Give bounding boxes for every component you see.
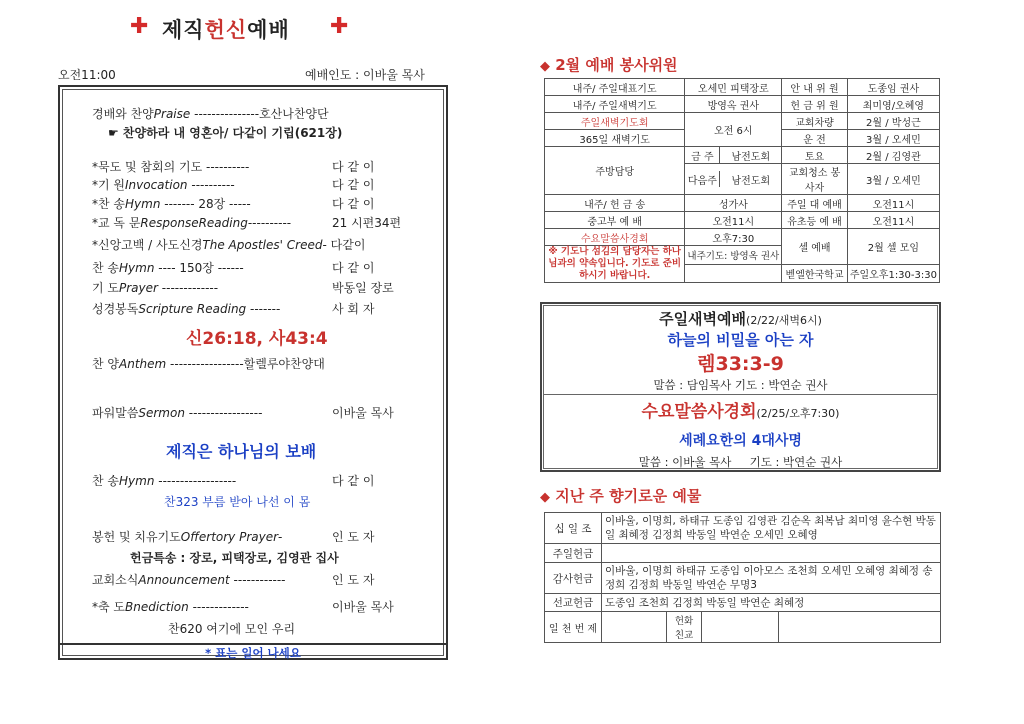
offerings-table (544, 512, 941, 643)
table-cell: 2월 / 김영관 (847, 147, 939, 164)
special-song: 헌금특송 : 장로, 피택장로, 김영관 집사 (130, 551, 339, 565)
table-cell: 안 내 위 원 (782, 79, 848, 96)
text-span: ------- 28장 ----- (164, 197, 251, 211)
table-cell (685, 264, 782, 283)
table-cell: 오전11시 (847, 212, 939, 229)
text-span: *신앙고백 / 사도신경 (92, 238, 203, 252)
wed-sermon: 세례요한의 4대사명 (679, 433, 802, 449)
text-span: 교회소식 (92, 573, 139, 587)
praise-song: ☛ 찬양하라 내 영혼아/ 다같이 기립(621장) (108, 126, 343, 140)
order-item-benediction-right: 이바울 목사 (332, 600, 394, 614)
table-cell: 수요말씀사경회 (545, 229, 685, 246)
order-item-scripture (92, 300, 280, 317)
order-item-responsive (92, 214, 291, 231)
text-span: ------------- (192, 600, 249, 614)
text-span: Announcement (138, 573, 230, 587)
table-cell: 금 주 (685, 147, 720, 163)
table-cell: 도종임 조천희 김정희 박동일 박연순 최혜정 (602, 594, 941, 612)
table-cell: 교회청소 봉사자 (782, 164, 848, 195)
order-item-prayer2 (92, 279, 218, 296)
table-cell (685, 164, 782, 195)
order-item-sermon-right: 이바울 목사 (332, 406, 394, 420)
table-cell: 오전 6시 (685, 113, 782, 147)
text-span: 찬 송 (92, 474, 119, 488)
text-span: 수요말씀사경회 (641, 402, 757, 422)
table-cell: 주일헌금 (545, 544, 602, 563)
table-cell: 3월 / 오세민 (847, 130, 939, 147)
table-cell: 내주기도: 방영옥 권사 (685, 246, 782, 265)
table-cell: 2월 셀 모임 (847, 229, 939, 265)
table-cell: 토요 (782, 147, 848, 164)
table-cell: 벧엘한국학교 (782, 264, 848, 283)
order-item-hymn1-right: 다 같 이 (332, 197, 375, 211)
table-cell: 주일오후1:30-3:30 (847, 264, 939, 283)
order-item-praise (92, 105, 329, 122)
text-span: 지난 주 향기로운 예물 (555, 487, 702, 505)
text-span: *묵도 및 참회의 기도 (92, 160, 203, 174)
table-cell (602, 544, 941, 563)
text-span: Anthem (119, 357, 167, 371)
order-item-responsive-right: 21 시편34편 (332, 216, 402, 230)
text-span: 성경봉독 (92, 302, 139, 316)
text-span: (2/22/새벽6시) (746, 314, 822, 327)
text-span: 할렐루야찬양대 (243, 357, 325, 371)
text-span: 기 도 (92, 281, 119, 295)
table-cell: 선교헌금 (545, 594, 602, 612)
dawn-speaker: 말씀 : 담임목사 기도 : 박연순 권사 (653, 378, 828, 392)
text-span: ------- (250, 302, 281, 316)
order-item-hymn3 (92, 472, 236, 489)
text-span: Invocation (125, 178, 188, 192)
table-cell: 주일 대 예배 (782, 195, 848, 212)
table-cell: 오후7:30 (685, 229, 782, 246)
dawn-reference: 렘33:3-9 (697, 353, 784, 375)
text-span: ---------- (191, 178, 235, 192)
order-item-hymn2 (92, 259, 244, 276)
order-item-anthem (92, 355, 325, 372)
order-item-benediction (92, 598, 249, 615)
table-cell: 도종임 권사 (847, 79, 939, 96)
text-span: ------------ (233, 573, 286, 587)
text-span: 기도 : 박연순 권사 (749, 455, 843, 469)
hymn3-title: 찬323 부름 받아 나선 이 몸 (164, 495, 311, 509)
text-span: 찬 송 (92, 261, 119, 275)
text-span: - (278, 530, 283, 544)
text-span: - (322, 238, 327, 252)
text-span: 파워말씀 (92, 406, 139, 420)
order-item-sermon (92, 404, 262, 421)
text-span: Prayer (119, 281, 158, 295)
text-span: 주일새벽예배 (659, 310, 747, 328)
table-cell: 방영옥 권사 (685, 96, 782, 113)
text-span: --------------- (194, 107, 260, 121)
footer-note: * 표는 일어 나세요 (205, 646, 301, 660)
text-span: Sermon (138, 406, 185, 420)
table-cell: 일 천 번 제 (545, 612, 602, 643)
text-span: *기 원 (92, 178, 125, 192)
offering-row (545, 612, 941, 643)
table-cell: 오세민 피택장로 (685, 79, 782, 96)
table-cell: 내주/ 헌 금 송 (545, 195, 685, 212)
table-cell: 감사헌금 (545, 563, 602, 594)
text-span: ------------- (161, 281, 219, 295)
order-item-offertory (92, 528, 282, 545)
text-span: ------------------ (158, 474, 237, 488)
table-cell: 365일 새벽기도 (545, 130, 685, 147)
order-item-creed (92, 236, 365, 253)
text-span: (2/25/오후7:30) (756, 407, 840, 420)
text-span: 말씀 : 이바울 목사 (638, 455, 732, 469)
red-cross-icon: ✚ (130, 14, 149, 39)
offerings-heading (540, 485, 701, 506)
table-cell: 운 전 (782, 130, 848, 147)
special-services-divider (543, 394, 938, 395)
text-span: 다같이 (330, 238, 366, 252)
order-item-hymn2-right: 다 같 이 (332, 261, 375, 275)
text-span: *교 독 문 (92, 216, 141, 230)
services-table (544, 78, 940, 283)
table-cell: 남전도회 (731, 175, 771, 187)
table-cell: 헌화 친교 (667, 612, 702, 643)
table-cell: 교회차량 (782, 113, 848, 130)
sermon-title: 제직은 하나님의 보배 (166, 442, 317, 461)
text-span: 헌신 (204, 18, 248, 42)
text-span: ---------- (247, 216, 292, 230)
closing-hymn: 찬620 여기에 모인 우리 (168, 622, 296, 636)
table-cell: 최미영/오혜영 (847, 96, 939, 113)
text-span: ----------------- (188, 406, 263, 420)
table-cell: 오전11시 (685, 212, 782, 229)
text-span: Scripture Reading (138, 302, 247, 316)
order-item-offertory-right: 인 도 자 (332, 530, 375, 544)
text-span: Bnediction (125, 600, 189, 614)
table-cell: 십 일 조 (545, 513, 602, 544)
table-cell: 헌 금 위 원 (782, 96, 848, 113)
order-item-hymn3-right: 다 같 이 (332, 474, 375, 488)
order-item-prayer2-right: 박동일 장로 (332, 281, 394, 295)
text-span: ---- 150장 ------ (158, 261, 244, 275)
table-cell (702, 612, 779, 643)
order-item-announce (92, 571, 286, 588)
services-heading (540, 54, 678, 75)
table-cell: 남전도회 (731, 151, 771, 163)
dawn-sermon: 하늘의 비밀을 아는 자 (667, 331, 814, 349)
wed-title (543, 397, 938, 422)
table-cell (779, 612, 941, 643)
text-span: Offertory Prayer (180, 530, 279, 544)
order-item-prayer (92, 158, 249, 175)
table-cell: 이바울, 이명희, 하태규 도종임 김영관 김순옥 최복남 최미영 윤수현 박동일 최혜정 김정희 박동일 박연순 오세민 오혜영 (602, 513, 941, 544)
table-cell: 다음주 (685, 171, 720, 187)
text-span: ResponseReading (140, 216, 248, 230)
text-span: ---------- (206, 160, 250, 174)
service-leader: 예배인도 : 이바울 목사 (305, 68, 425, 82)
text-span: 제직 (162, 18, 205, 42)
table-cell: 성가사 (685, 195, 782, 212)
table-cell: 오전11시 (847, 195, 939, 212)
text-span: 호산나찬양단 (259, 107, 329, 121)
text-span: The Apostles' Creed (202, 238, 323, 252)
order-item-prayer-right: 다 같 이 (332, 160, 375, 174)
order-item-invocation-right: 다 같 이 (332, 178, 375, 192)
order-item-hymn1 (92, 195, 251, 212)
text-span: 봉헌 및 치유기도 (92, 530, 181, 544)
offering-row (545, 513, 941, 544)
service-time: 오전11:00 (58, 68, 116, 82)
offering-row (545, 594, 941, 612)
text-span: *축 도 (92, 600, 125, 614)
order-item-announce-right: 인 도 자 (332, 573, 375, 587)
table-cell: 셀 예배 (782, 229, 848, 265)
table-cell: 이바울, 이명희 하태규 도종임 이아모스 조천희 오세민 오혜영 최혜정 송정희 김정희 박동일 박연순 무명3 (602, 563, 941, 594)
table-cell (602, 612, 667, 643)
table-cell (685, 147, 782, 164)
scripture-reference: 신26:18, 사43:4 (186, 329, 328, 349)
text-span: Hymn (119, 474, 155, 488)
table-cell: 주일새벽기도회 (545, 113, 685, 130)
table-cell: 내주/ 주일대표기도 (545, 79, 685, 96)
table-cell: 2월 / 박성근 (847, 113, 939, 130)
diamond-bullet-icon: ◆ (540, 490, 550, 505)
offering-row (545, 544, 941, 563)
table-cell: ※ 기도나 섬김의 담당자는 하나님과의 약속입니다. 기도로 준비하시기 바랍니다. (545, 246, 685, 283)
diamond-bullet-icon: ◆ (540, 59, 550, 74)
text-span: 2월 예배 봉사위원 (555, 56, 678, 74)
offering-row (545, 563, 941, 594)
table-cell: 중고부 예 배 (545, 212, 685, 229)
text-span: *찬 송 (92, 197, 125, 211)
order-item-scripture-right: 사 회 자 (332, 302, 375, 316)
red-cross-icon: ✚ (330, 14, 349, 39)
text-span: 찬 양 (92, 357, 119, 371)
text-span: Praise (153, 107, 191, 121)
table-cell: 내주/ 주일새벽기도 (545, 96, 685, 113)
text-span: 경배와 찬양 (92, 107, 154, 121)
text-span: Hymn (125, 197, 161, 211)
table-cell: 유초등 예 배 (782, 212, 848, 229)
table-cell: 3월 / 오세민 (847, 164, 939, 195)
text-span: 예배 (247, 18, 290, 42)
page-title (162, 14, 290, 44)
table-cell: 주방담당 (545, 147, 685, 195)
dawn-title (543, 308, 938, 329)
wed-speaker (543, 454, 938, 470)
text-span: ----------------- (170, 357, 244, 371)
order-item-invocation (92, 176, 235, 193)
text-span: Hymn (119, 261, 155, 275)
